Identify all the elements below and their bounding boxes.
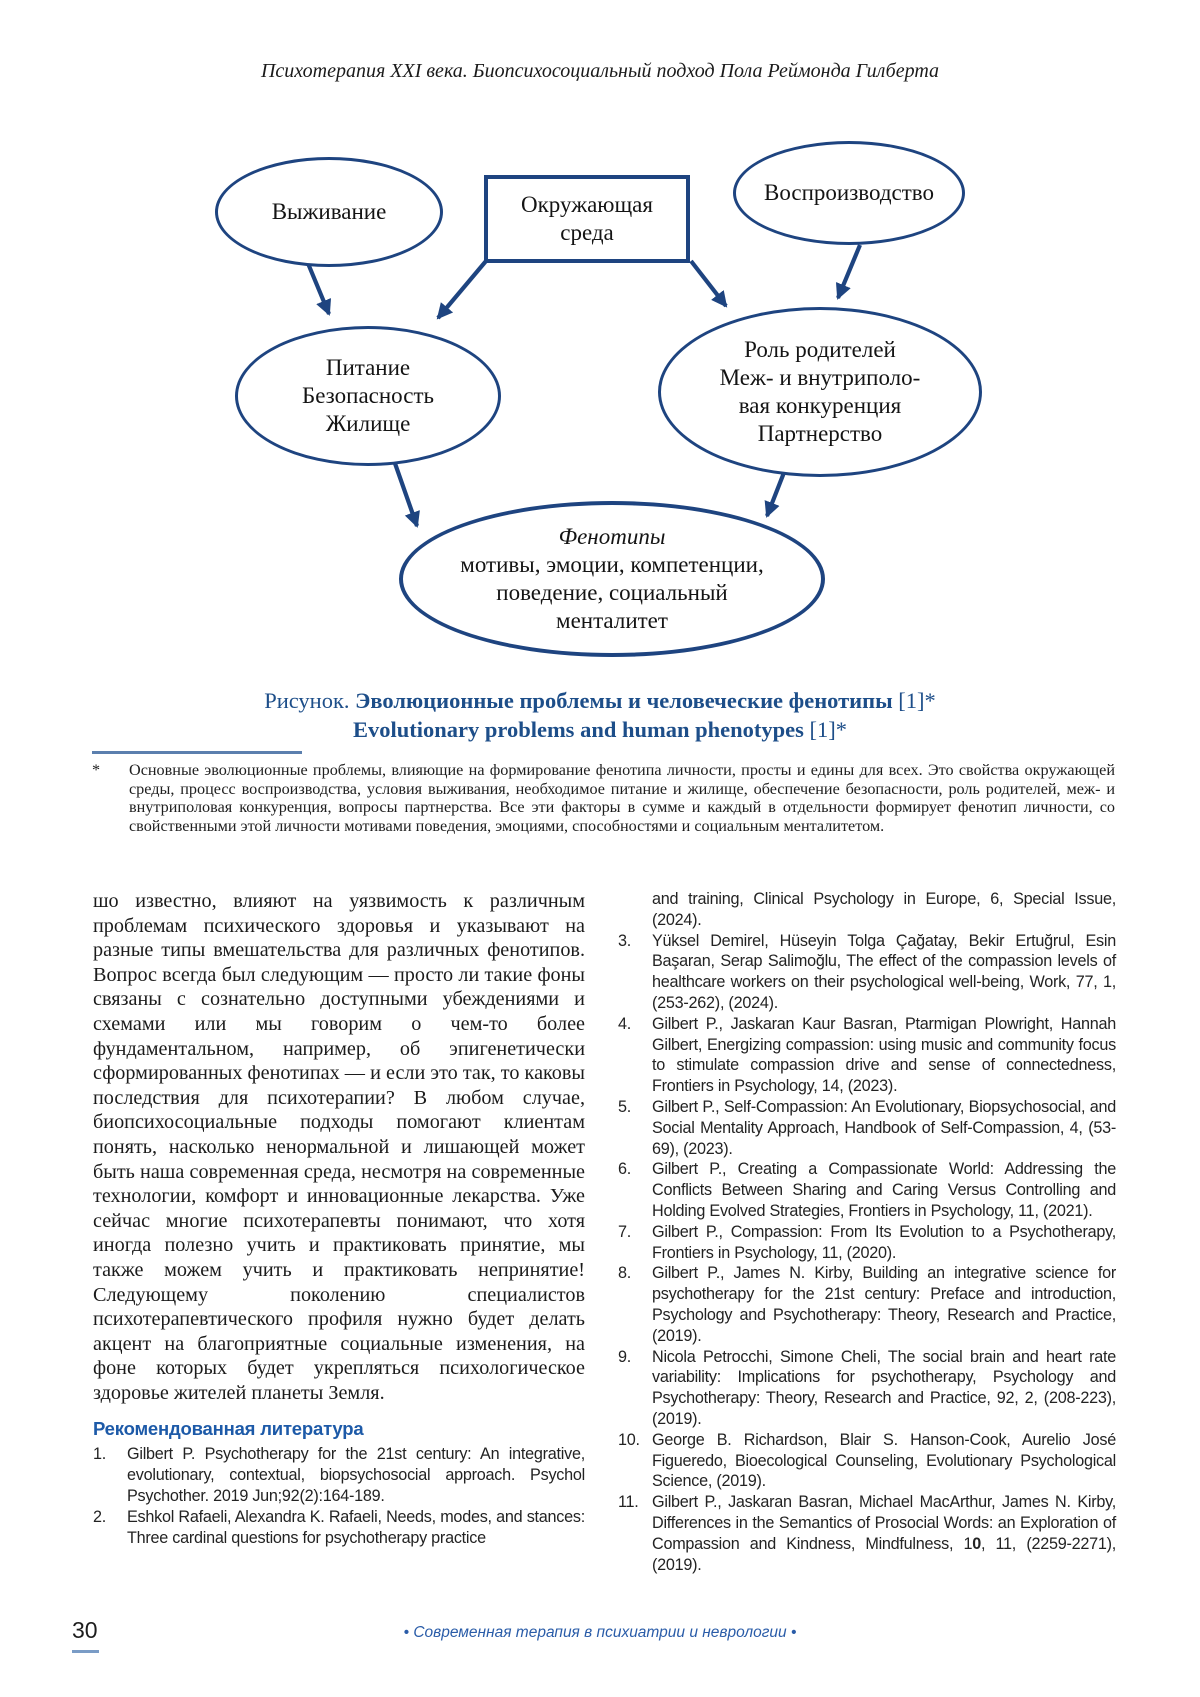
reference-continuation: and training, Clinical Psychology in Europe, 6, Special Issue, (2024). [652, 890, 1116, 929]
caption-label: Рисунок. [264, 688, 350, 713]
reference-text: Yüksel Demirel, Hüseyin Tolga Çağatay, Bekir Ertuğrul, Esin Başaran, Serap Salimoğlu, The effect of the compassion levels of healthcare workers on their psychological well-being, Work, 77, 1, (253-262), (2024). [652, 931, 1116, 1012]
diagram-node-phenotypes [399, 501, 825, 657]
reference-number: 2. [93, 1507, 107, 1526]
arrow-environment-to-needs [438, 261, 486, 318]
two-column-body [93, 889, 1116, 1575]
reference-text: Gilbert P., Creating a Compassionate World: Addressing the Conflicts Between Sharing and Caring Versus Controlling and Holding Evolved Strategies, Frontiers in Psychology, 11, (2021). [652, 1160, 1116, 1220]
node-label-line: среда [560, 220, 614, 245]
node-label: Воспроизводство [763, 179, 935, 205]
node-label-line: Безопасность [301, 382, 434, 408]
reference-text: Gilbert P., Compassion: From Its Evolution to a Psychotherapy, Frontiers in Psychology, 11, (2020). [652, 1222, 1116, 1262]
reference-list-left [93, 1444, 585, 1548]
page-number: 30 [72, 1617, 98, 1643]
reference-item [618, 1492, 1116, 1575]
caption-ref-en: [1]* [809, 717, 848, 742]
node-label: Выживание [271, 198, 387, 224]
reference-item [618, 1014, 1116, 1097]
figure-caption-en [0, 715, 1200, 744]
reference-item [93, 1507, 585, 1549]
reference-number: 3. [618, 931, 632, 950]
node-label-line: менталитет [556, 608, 668, 634]
reference-item [618, 1430, 1116, 1492]
node-label-line: Партнерство [757, 421, 883, 447]
reference-item [618, 1222, 1116, 1264]
node-label-line: Питание [325, 354, 411, 380]
footnote-marker: * [92, 761, 101, 779]
reference-text: Gilbert P., James N. Kirby, Building an integrative science for psychotherapy for the 21st century: Preface and introduction, Psychology and Psychotherapy: Theory, Research and Practice, (2019). [652, 1264, 1116, 1345]
reference-text: Eshkol Rafaeli, Alexandra K. Rafaeli, Needs, modes, and stances: Three cardinal questions for psychotherapy practice [127, 1507, 585, 1547]
reference-item [618, 1263, 1116, 1346]
footnote [92, 761, 1115, 835]
reference-text: Nicola Petrocchi, Simone Cheli, The social brain and heart rate variability: Implications for psychotherapy, Psychology and Psychotherapy: Theory, Research and Practice, 92, 2, (208-223), (2019). [652, 1347, 1116, 1428]
node-label-line: поведение, социальный [496, 580, 728, 605]
node-label-line: Роль родителей [744, 336, 896, 362]
arrow-environment-to-parents [691, 261, 726, 306]
reference-number: 6. [618, 1160, 632, 1179]
reference-text: Gilbert P., Jaskaran Basran, Michael MacArthur, James N. Kirby, Differences in the Semantics of Prosocial Words: an Exploration of Compassion and Kindness, Mindfulness, 10, 11, (2259-2271), (2019). [652, 1493, 1117, 1574]
reference-text: Gilbert P., Self-Compassion: An Evolutionary, Biopsychosocial, and Social Mentality Approach, Handbook of Self-Compassion, 4, (53-69), (2023). [652, 1097, 1116, 1158]
reference-number: 11. [618, 1493, 639, 1512]
arrow-parents-to-phenotypes [767, 470, 785, 516]
left-column [93, 889, 585, 1548]
literature-heading: Рекомендованная литература [93, 1418, 364, 1440]
reference-number: 1. [93, 1445, 107, 1464]
reference-item [618, 931, 1116, 1014]
diagram-node-environment [484, 175, 690, 263]
journal-footer-line: • Современная терапия в психиатрии и неврологии • [403, 1624, 797, 1641]
node-title: Фенотипы [558, 523, 666, 549]
body-paragraph: шо известно, влияют на уязвимость к различным проблемам психического здоровья и указывают на разные типы вмешательства для различных фенотипов. Вопрос всегда был следующим — просто ли такие фоны связаны с сознательно доступными убеждениями и схемами или мы говорим о чем-то более фундаментальном, например, об эпигенетически сформированных фенотипах — и если это так, то каковы последствия для психотерапии? В любом случае, биопсихосоциальные подходы помогают клиентам понять, насколько ненормальной и лишающей может быть наша современная среда, несмотря на современные технологии, комфорт и инновационные лекарства. Уже сейчас многие психотерапевты понимают, что хотя иногда полезно учить и практиковать принятие, мы также можем учить и практиковать непринятие! Следующему поколению специалистов психотерапевтического профиля нужно будет делать акцент на благоприятные социальные изменения, на фоне которых будет укрепляться психологическое здоровье жителей планеты Земля. [93, 890, 585, 1404]
reference-text: George B. Richardson, Blair S. Hanson-Cook, Aurelio José Figueredo, Bioecological Counseling, Evolutionary Psychological Science, (2019). [652, 1430, 1116, 1491]
reference-number: 4. [618, 1014, 632, 1033]
node-label-line: мотивы, эмоции, компетенции, [460, 551, 764, 577]
footnote-text: Основные эволюционные проблемы, влияющие на формирование фенотипа личности, просты и едины для всех. Это свойства окружающей среды, процесс воспроизводства, условия выживания, необходимое питание и жилище, обеспечение безопасности, роль родителей, меж- и внутриполовая конкуренция, вопросы партнерства. Все эти факторы в сумме и каждый в отдельности формирует фенотип личности, со свойственными этой личности мотивами поведения, эмоциями, способностями и социальным менталитетом. [129, 761, 1115, 835]
right-column [618, 889, 1116, 1575]
reference-text: Gilbert P. Psychotherapy for the 21st century: An integrative, evolutionary, contextual, biopsychosocial approach. Psychol Psychother. 2019 Jun;92(2):164-189. [127, 1445, 585, 1506]
arrow-reproduction-to-parents [838, 245, 860, 298]
arrow-survival-to-needs [307, 261, 329, 314]
running-head: Психотерапия XXI века. Биопсихосоциальный подход Пола Реймонда Гилберта [260, 60, 940, 82]
reference-number: 10. [618, 1430, 640, 1449]
caption-ref-ru: [1]* [898, 688, 936, 713]
reference-item [618, 1347, 1116, 1430]
reference-list-right [618, 931, 1116, 1576]
reference-item [93, 1444, 585, 1506]
node-label-line: Меж- и внутриполо- [719, 364, 921, 390]
reference-number: 8. [618, 1264, 632, 1283]
diagram-node-survival [215, 157, 443, 267]
diagram-node-parents [658, 307, 982, 477]
diagram-node-reproduction [733, 141, 965, 245]
page-number-rule [72, 1650, 99, 1653]
diagram-node-needs [235, 326, 501, 466]
reference-item [618, 1159, 1116, 1221]
caption-title-en: Evolutionary problems and human phenotypes [352, 717, 804, 742]
reference-text: Gilbert P., Jaskaran Kaur Basran, Ptarmigan Plowright, Hannah Gilbert, Energizing compassion: using music and community focus to stimulate compassion drive and sense of connectedness, Frontiers in Psychology, 14, (2023). [652, 1014, 1116, 1096]
reference-number: 5. [618, 1097, 632, 1116]
node-label-line: вая конкуренция [738, 393, 902, 418]
reference-number: 9. [618, 1347, 632, 1366]
caption-title-ru: Эволюционные проблемы и человеческие фенотипы [355, 688, 893, 713]
node-label-line: Окружающая [521, 191, 653, 217]
reference-item [618, 1097, 1116, 1159]
node-label-line: Жилище [325, 411, 411, 437]
reference-number: 7. [618, 1222, 632, 1241]
footnote-separator [92, 751, 302, 754]
